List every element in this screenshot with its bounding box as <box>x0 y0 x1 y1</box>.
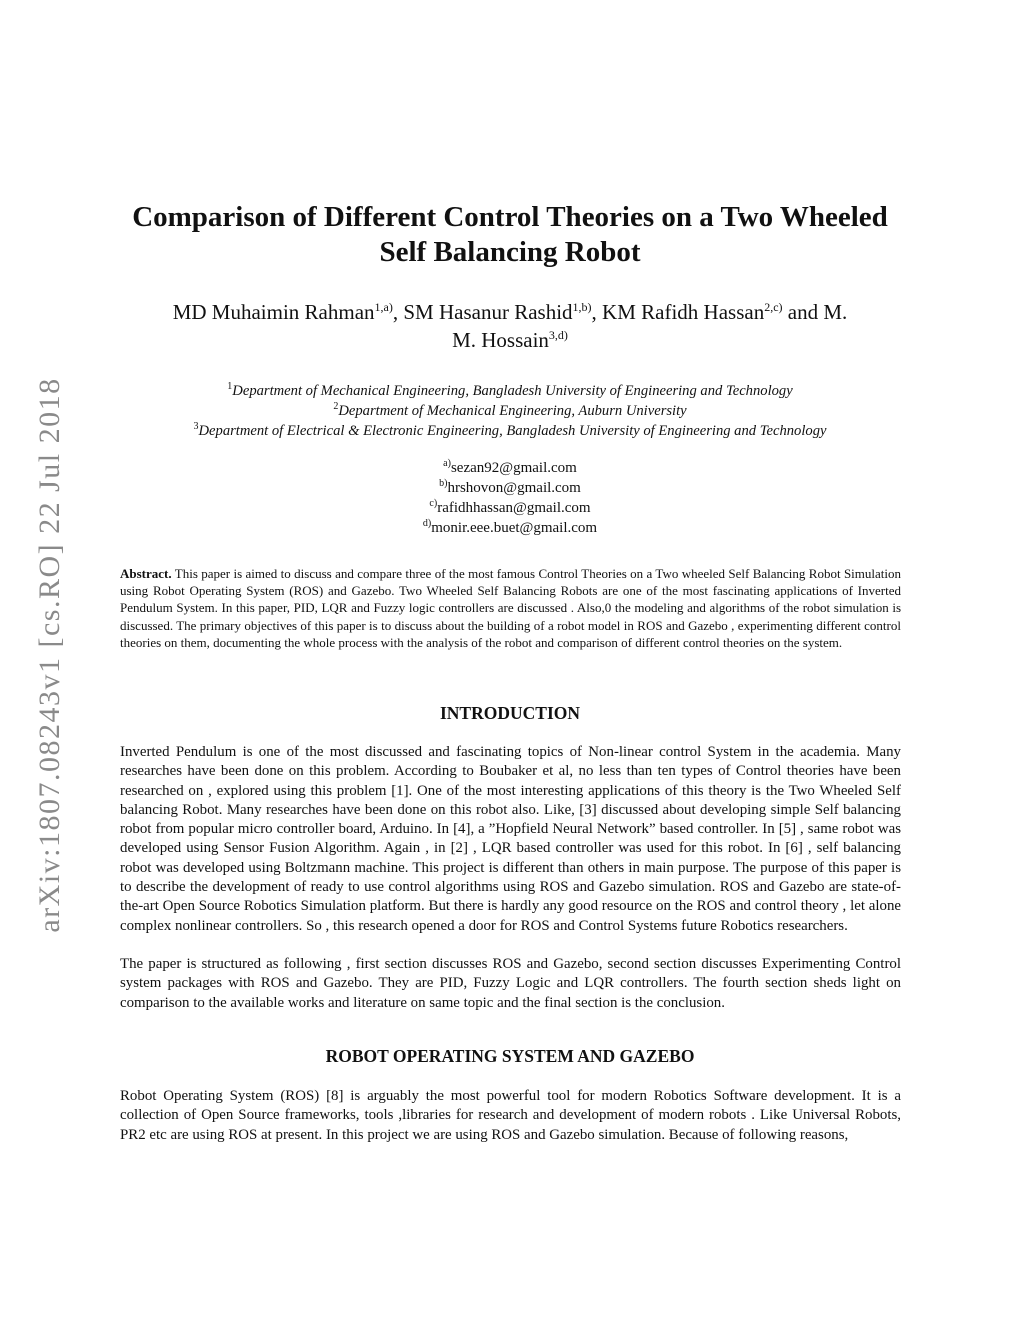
affiliation-1-sup: 1 <box>227 381 233 393</box>
email-4 <box>110 518 910 538</box>
paper-title <box>110 200 910 270</box>
email-3-text: rafidhhassan@gmail.com <box>437 500 591 516</box>
section-heading-ros-gazebo: ROBOT OPERATING SYSTEM AND GAZEBO <box>325 1046 695 1066</box>
affiliation-3-sup: 3 <box>193 421 199 433</box>
author-4-part-1: and M. <box>782 300 848 324</box>
affiliation-1-text: Department of Mechanical Engineering, Bangladesh University of Engineering and Technology <box>232 383 793 399</box>
affiliation-2 <box>110 401 910 421</box>
email-2 <box>110 478 910 498</box>
email-4-text: monir.eee.buet@gmail.com <box>431 520 598 536</box>
affiliation-3-text: Department of Electrical & Electronic Engineering, Bangladesh University of Engineering and Technology <box>198 423 827 439</box>
author-4-part-2: M. Hossain <box>452 328 549 352</box>
title-line-1: Comparison of Different Control Theories on a Two Wheeled <box>132 201 888 233</box>
affiliation-1 <box>110 381 910 401</box>
author-list <box>110 298 910 354</box>
section-heading-introduction: INTRODUCTION <box>439 703 581 723</box>
email-3 <box>110 498 910 518</box>
title-line-2: Self Balancing Robot <box>379 236 641 268</box>
email-4-sup: d) <box>422 518 432 529</box>
arxiv-identifier: arXiv:1807.08243v1 [cs.RO] 22 Jul 2018 <box>33 377 66 933</box>
affiliation-2-text: Department of Mechanical Engineering, Auburn University <box>338 403 687 419</box>
affiliation-3 <box>110 421 910 441</box>
abstract-text: This paper is aimed to discuss and compare three of the most famous Control Theories on a Two wheeled Self Balancing Robot Simulation using Robot Operating System (ROS) and Gazebo. Two Wheeled Self Balancing Robots are one of the most fascinating applications of Inverted Pendulum System. In this paper, PID, LQR and Fuzzy logic controllers are discussed . Also,0 the modeling and algorithms of the robot simulation is discussed. The primary objectives of this paper is to discuss about the building of a robot model in ROS and Gazebo , experimenting different control theories on them, documenting the whole process with the analysis of the robot and comparison of different control theories on the system. <box>120 566 901 650</box>
email-list <box>110 458 910 538</box>
affiliation-2-sup: 2 <box>333 401 339 413</box>
author-1: MD Muhaimin Rahman <box>172 300 375 324</box>
email-3-sup: c) <box>429 498 438 509</box>
author-1-sup: 1,a) <box>374 300 393 314</box>
ros-paragraph-1: Robot Operating System (ROS) [8] is arguably the most powerful tool for modern Robotics Software development. It is a collection of Open Source frameworks, tools ,libraries for research and development of modern robots . Like Universal Robots, PR2 etc are using ROS at present. In this project we are using ROS and Gazebo simulation. Because of following reasons, <box>120 1088 901 1143</box>
author-3-sup: 2,c) <box>764 300 783 314</box>
email-1-text: sezan92@gmail.com <box>450 460 577 476</box>
abstract <box>120 565 901 651</box>
email-1-sup: a) <box>443 458 451 469</box>
affiliations <box>110 381 910 441</box>
email-1 <box>110 458 910 478</box>
author-2-sup: 1,b) <box>572 300 592 314</box>
intro-paragraph-2: The paper is structured as following , first section discusses ROS and Gazebo, second section discusses Experimenting Control system packages with ROS and Gazebo. They are PID, Fuzzy Logic and LQR controllers. The fourth section sheds light on comparison to the available works and literature on same topic and the final section is the conclusion. <box>120 956 901 1011</box>
abstract-label: Abstract. <box>120 566 172 581</box>
author-3: , KM Rafidh Hassan <box>591 300 765 324</box>
author-2: , SM Hasanur Rashid <box>392 300 573 324</box>
author-4-sup: 3,d) <box>548 328 568 342</box>
arxiv-sidebar <box>20 365 80 945</box>
email-2-text: hrshovon@gmail.com <box>447 480 581 496</box>
intro-paragraph-1: Inverted Pendulum is one of the most discussed and fascinating topics of Non-linear control System in the academia. Many researches have been done on this problem. According to Boubaker et al, no less than ten types of Control theories have been researched on , explored using this problem [1]. One of the most interesting applications of this theory is the Two Wheeled Self balancing Robot. Many researches have been done on this robot also. Like, [3] discussed about developing simple Self balancing robot from popular micro controller board, Arduino. In [4], a ”Hopfield Neural Network” based controller. In [5] , same robot was developed using Sensor Fusion Algorithm. Again , in [2] , LQR based controller was used for this robot. In [6] , self balancing robot was developed using Boltzmann machine. This project is different than others in main purpose. The purpose of this paper is to describe the development of ready to use control algorithms using ROS and Gazebo simulation. ROS and Gazebo are state-of-the-art Open Source Robotics Simulation platform. But there is hardly any good resource on the ROS and control theory , let alone complex nonlinear controllers. So , this research opened a door for ROS and Control Systems future Robotics researchers. <box>120 744 901 934</box>
email-2-sup: b) <box>439 478 448 489</box>
